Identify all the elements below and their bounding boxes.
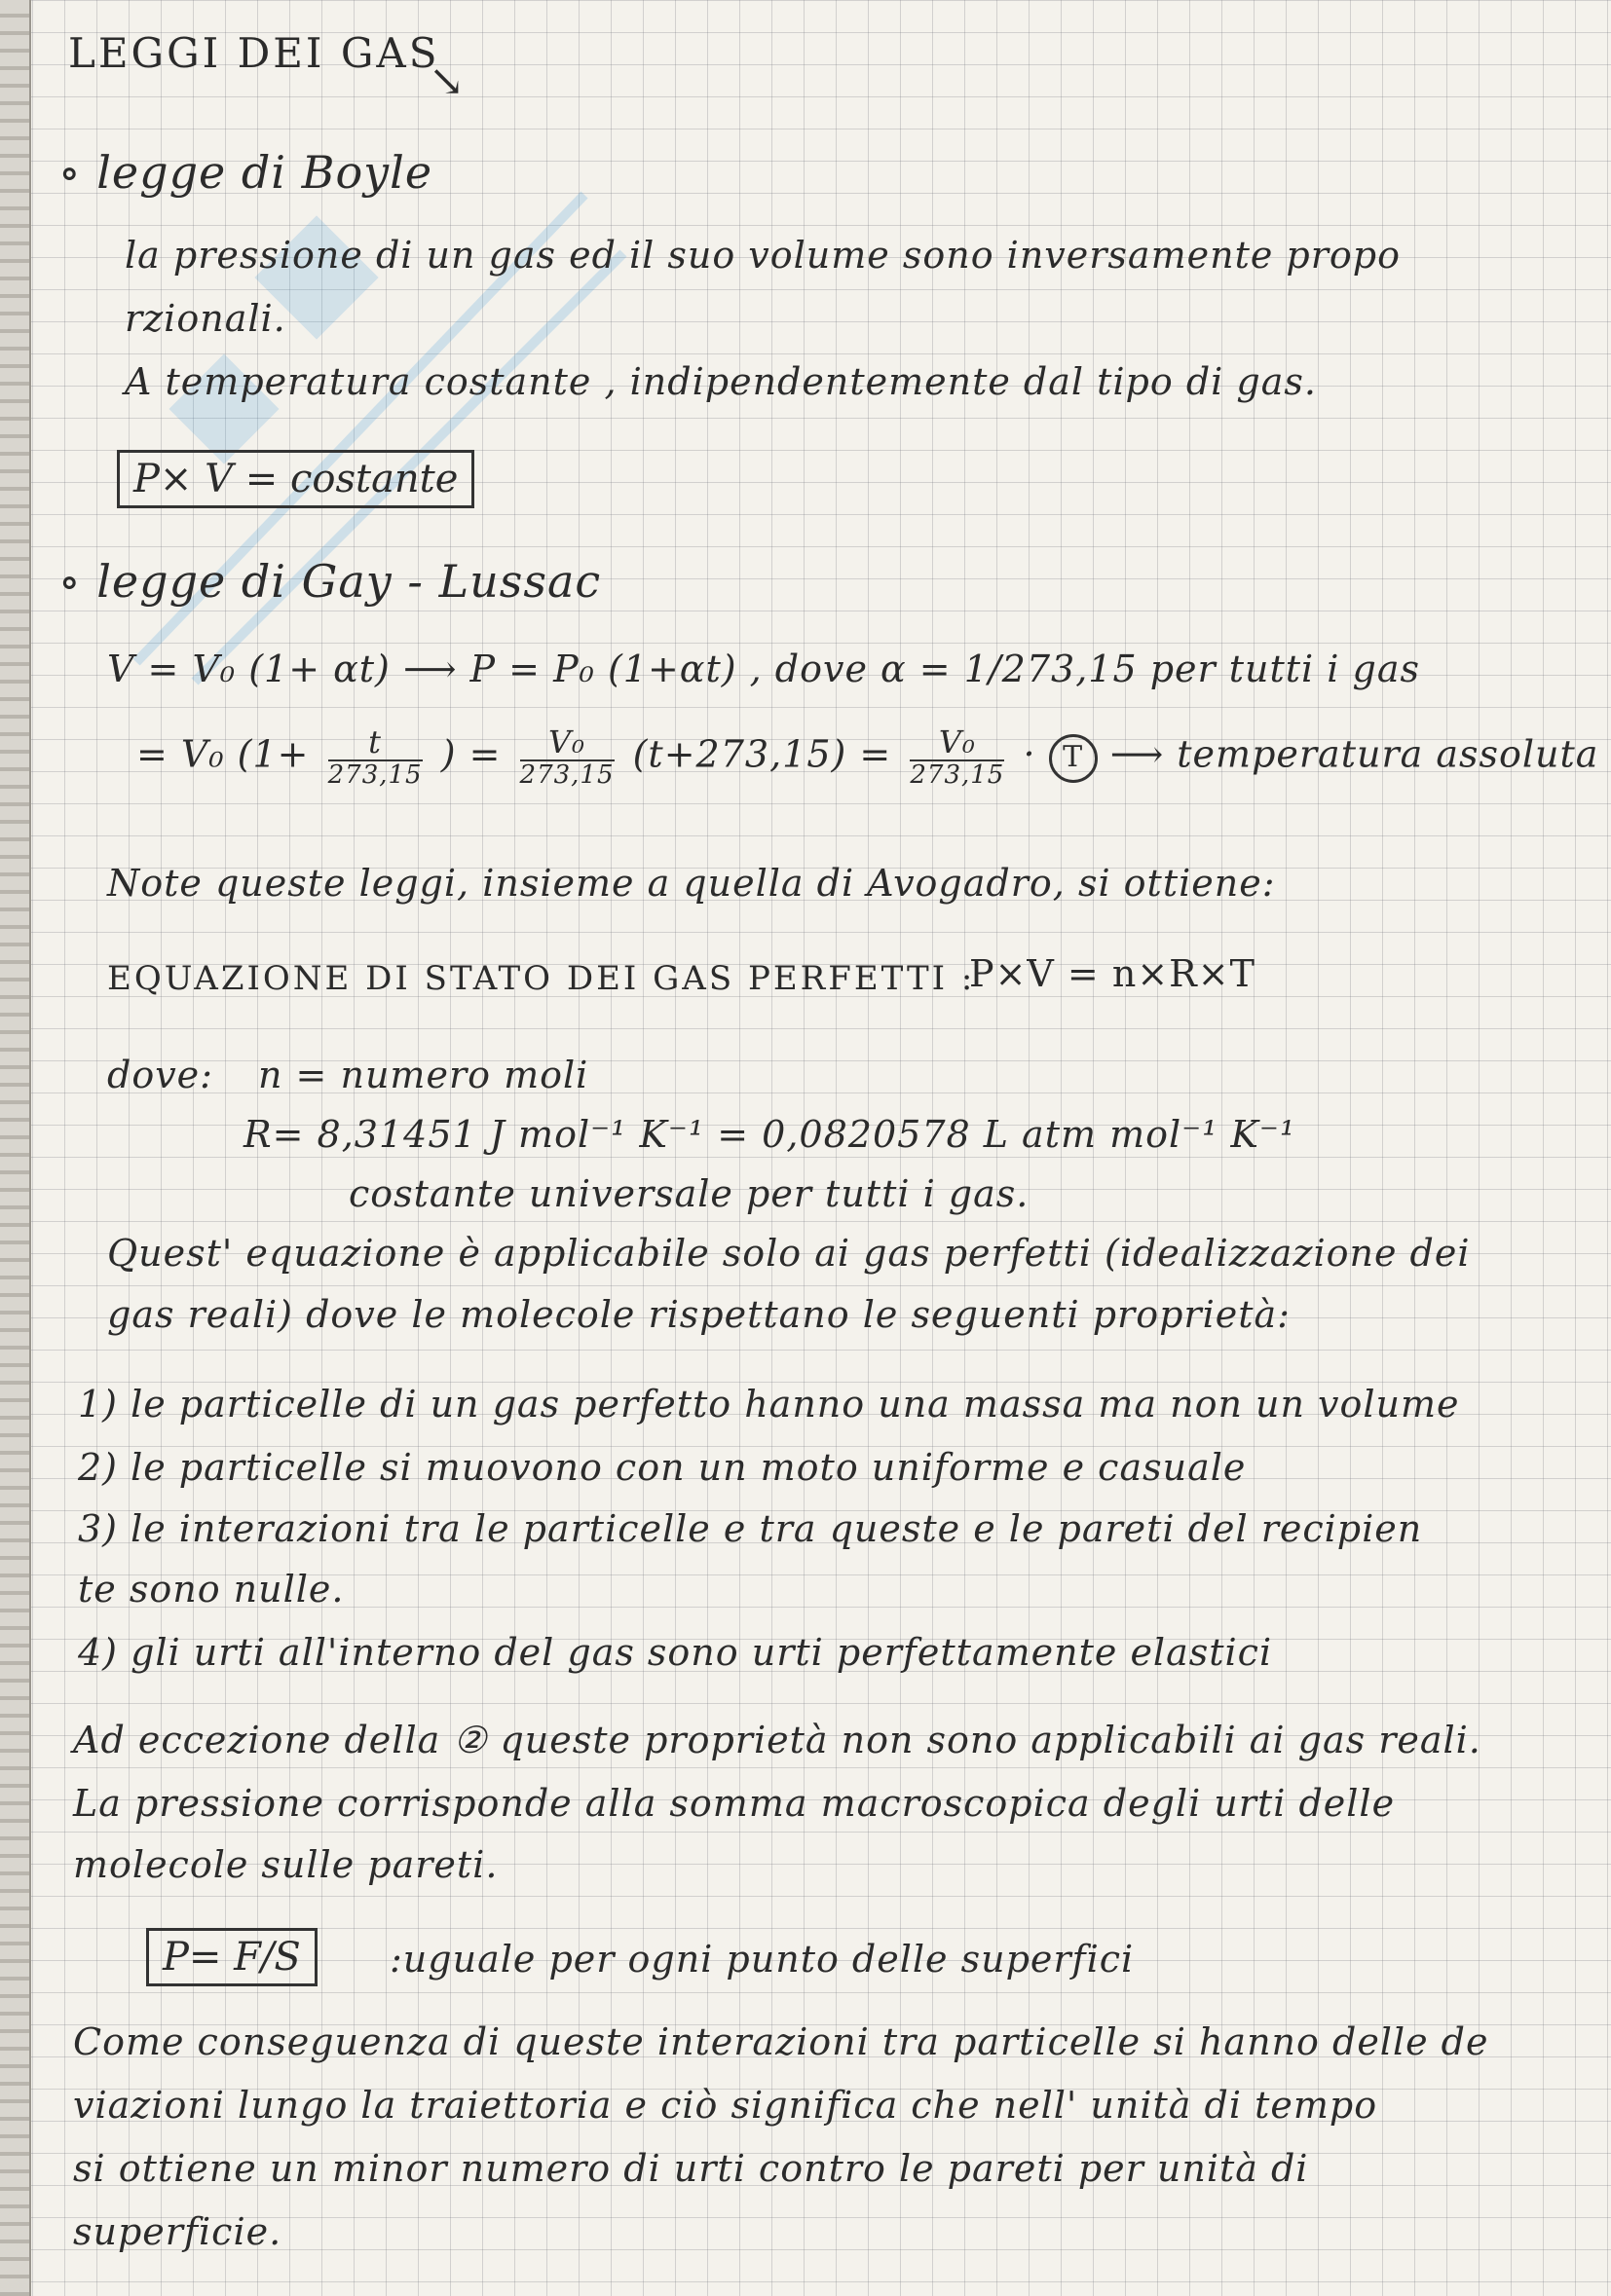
applicability-line-1: Quest' equazione è applicabile solo ai gas perfetti (idealizzazione dei bbox=[107, 1232, 1471, 1275]
eq2-end: · bbox=[1023, 732, 1036, 776]
conclusion-line-1: Come conseguenza di queste interazioni tra particelle si hanno delle de bbox=[73, 2020, 1489, 2063]
gay-lussac-heading: ∘ legge di Gay - Lussac bbox=[58, 555, 601, 608]
property-4: 4) gli urti all'interno del gas sono urti perfettamente elastici bbox=[78, 1631, 1273, 1674]
conclusion-line-3: si ottiene un minor numero di urti contro le pareti per unità di bbox=[73, 2147, 1309, 2190]
state-equation-label: EQUAZIONE DI STATO DEI GAS PERFETTI : bbox=[107, 959, 976, 998]
eq2-fraction-2-den: 273,15 bbox=[519, 760, 615, 791]
eq2-fraction-1-den: 273,15 bbox=[327, 760, 423, 791]
title-arrow: ↘ bbox=[429, 56, 466, 106]
pressure-formula-box: P= F/S bbox=[146, 1928, 318, 1986]
r-description: costante universale per tutti i gas. bbox=[349, 1172, 1030, 1215]
conclusion-line-4: superficie. bbox=[73, 2210, 282, 2253]
eq2-fraction-2 bbox=[520, 725, 615, 790]
property-1: 1) le particelle di un gas perfetto hanno una massa ma non un volume bbox=[78, 1383, 1460, 1426]
state-equation-formula: P×V = n×R×T bbox=[969, 952, 1255, 995]
eq2-fraction-1-num: t bbox=[328, 725, 423, 761]
avogadro-note: Note queste leggi, insieme a quella di Avogadro, si ottiene: bbox=[107, 862, 1276, 905]
boyle-formula-box: P× V = costante bbox=[117, 450, 474, 508]
boyle-line-1: la pressione di un gas ed il suo volume sono inversamente propo bbox=[125, 234, 1401, 277]
conclusion-line-2: viazioni lungo la traiettoria e ciò significa che nell' unità di tempo bbox=[73, 2084, 1378, 2127]
gay-lussac-eq1: V = V₀ (1+ αt) ⟶ P = P₀ (1+αt) , dove α = 1/273,15 per tutti i gas bbox=[107, 648, 1420, 690]
property-3-continued: te sono nulle. bbox=[78, 1568, 345, 1611]
exception-line-2: La pressione corrisponde alla somma macroscopica degli urti delle bbox=[73, 1782, 1396, 1825]
eq2-start: = V₀ (1+ bbox=[136, 732, 310, 776]
eq2-mid: ) = bbox=[440, 732, 502, 776]
boyle-line-2: rzionali. bbox=[125, 297, 286, 340]
eq2-fraction-3-den: 273,15 bbox=[910, 760, 1005, 791]
exception-line-1: Ad eccezione della ② queste proprietà non sono applicabili ai gas reali. bbox=[73, 1719, 1481, 1761]
eq2-fraction-2-num: V₀ bbox=[520, 725, 615, 761]
eq2-fraction-3-num: V₀ bbox=[910, 725, 1004, 761]
applicability-line-2: gas reali) dove le molecole rispettano le seguenti proprietà: bbox=[107, 1293, 1291, 1336]
n-definition: n = numero moli bbox=[258, 1054, 589, 1096]
eq2-label: ⟶ temperatura assoluta bbox=[1109, 732, 1599, 776]
boyle-heading: ∘ legge di Boyle bbox=[58, 146, 432, 199]
eq2-fraction-1 bbox=[328, 725, 423, 790]
watermark-logo bbox=[78, 117, 662, 701]
property-3: 3) le interazioni tra le particelle e tra queste e le pareti del recipien bbox=[78, 1507, 1423, 1550]
gay-lussac-eq2 bbox=[136, 725, 1598, 790]
circled-t: T bbox=[1049, 734, 1098, 783]
exception-line-3: molecole sulle pareti. bbox=[73, 1843, 499, 1886]
eq2-mid2: (t+273,15) = bbox=[632, 732, 892, 776]
notebook-binding bbox=[0, 0, 31, 2296]
eq2-fraction-3 bbox=[910, 725, 1004, 790]
boyle-line-3: A temperatura costante , indipendentemente dal tipo di gas. bbox=[125, 360, 1317, 403]
property-2: 2) le particelle si muovono con un moto uniforme e casuale bbox=[78, 1446, 1247, 1489]
page-title: LEGGI DEI GAS bbox=[68, 29, 440, 77]
where-label: dove: bbox=[107, 1054, 213, 1096]
pressure-description: :uguale per ogni punto delle superfici bbox=[390, 1938, 1135, 1981]
r-definition: R= 8,31451 J mol⁻¹ K⁻¹ = 0,0820578 L atm mol⁻¹ K⁻¹ bbox=[244, 1113, 1296, 1156]
